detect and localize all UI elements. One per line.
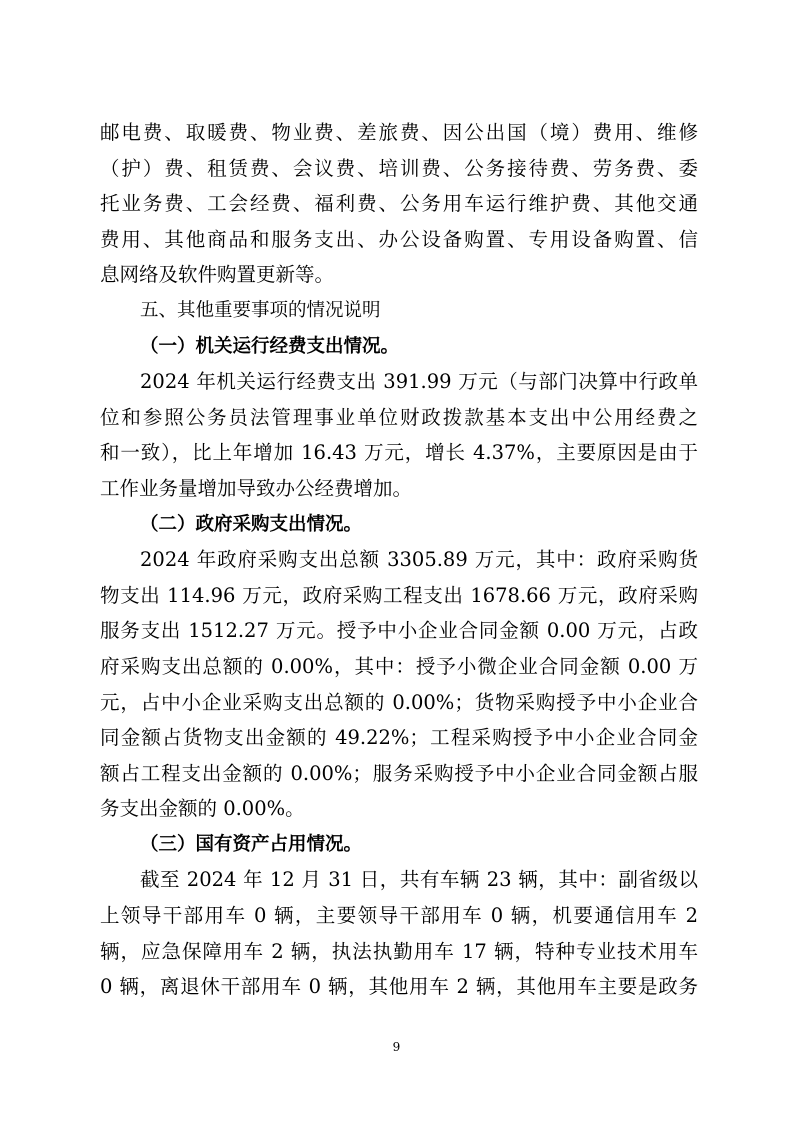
subsection-heading-procurement: （二）政府采购支出情况。 xyxy=(140,513,363,535)
paragraph-line: 辆，应急保障用车 2 辆，执法执勤用车 17 辆，特种专业技术用车 xyxy=(100,939,698,963)
paragraph-line: 务支出金额的 0.00%。 xyxy=(100,797,305,821)
subsection-heading-state-assets: （三）国有资产占用情况。 xyxy=(140,833,363,855)
document-body xyxy=(100,115,698,1005)
subsection-heading-admin-expenses: （一）机关运行经费支出情况。 xyxy=(140,335,400,357)
paragraph-line: 工作业务量增加导致办公经费增加。 xyxy=(100,476,413,500)
paragraph-line: 0 辆，离退休干部用车 0 辆，其他用车 2 辆，其他用车主要是政务 xyxy=(100,975,698,999)
paragraph-line: 位和参照公务员法管理事业单位财政拨款基本支出中公用经费之 xyxy=(100,405,698,429)
paragraph-line: 息网络及软件购置更新等。 xyxy=(100,263,335,287)
paragraph-line: 截至 2024 年 12 月 31 日，共有车辆 23 辆，其中：副省级以 xyxy=(140,868,698,892)
paragraph-line: 上领导干部用车 0 辆，主要领导干部用车 0 辆，机要通信用车 2 xyxy=(100,904,698,928)
paragraph-line: 2024 年机关运行经费支出 391.99 万元（与部门决算中行政单 xyxy=(140,370,698,394)
paragraph-line: 和一致），比上年增加 16.43 万元，增长 4.37%，主要原因是由于 xyxy=(100,441,698,465)
paragraph-line: （护）费、租赁费、会议费、培训费、公务接待费、劳务费、委 xyxy=(100,156,698,180)
paragraph-line: 元，占中小企业采购支出总额的 0.00%；货物采购授予中小企业合 xyxy=(100,690,698,714)
paragraph-line: 同金额占货物支出金额的 49.22%；工程采购授予中小企业合同金 xyxy=(100,726,698,750)
section-heading: 五、其他重要事项的情况说明 xyxy=(140,299,381,321)
paragraph-line: 2024 年政府采购支出总额 3305.89 万元，其中：政府采购货 xyxy=(140,548,698,572)
paragraph-line: 物支出 114.96 万元，政府采购工程支出 1678.66 万元，政府采购 xyxy=(100,583,698,607)
paragraph-line: 托业务费、工会经费、福利费、公务用车运行维护费、其他交通 xyxy=(100,192,698,216)
paragraph-line: 额占工程支出金额的 0.00%；服务采购授予中小企业合同金额占服 xyxy=(100,761,698,785)
page-number: 9 xyxy=(392,1040,401,1054)
paragraph-line: 邮电费、取暖费、物业费、差旅费、因公出国（境）费用、维修 xyxy=(100,121,698,144)
paragraph-line: 费用、其他商品和服务支出、办公设备购置、专用设备购置、信 xyxy=(100,227,698,251)
paragraph-line: 服务支出 1512.27 万元。授予中小企业合同金额 0.00 万元，占政 xyxy=(100,619,698,643)
paragraph-line: 府采购支出总额的 0.00%，其中：授予小微企业合同金额 0.00 万 xyxy=(100,654,698,678)
